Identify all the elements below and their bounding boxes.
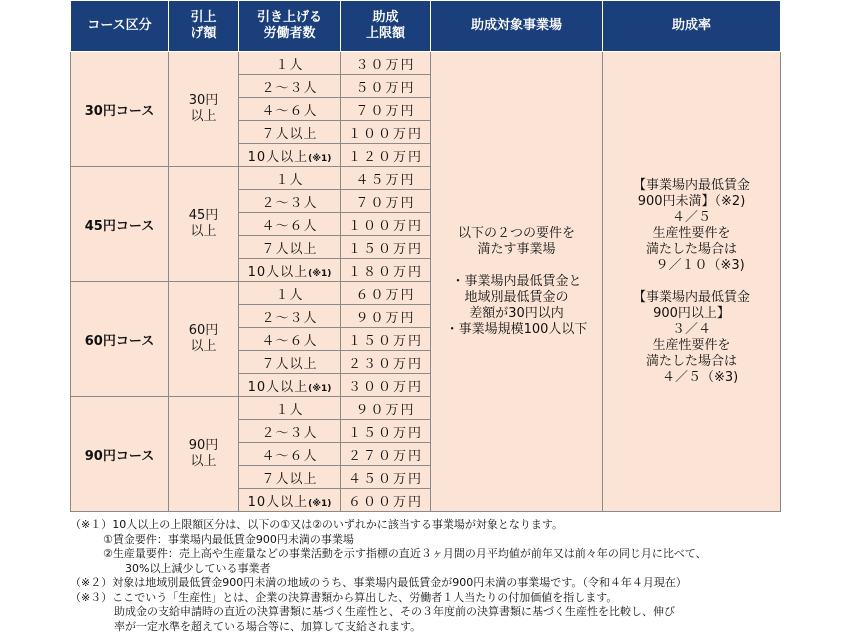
- footnote-line: （※２）対象は地域別最低賃金900円未満の地域のうち、事業場内最低賃金が900円未満の事業場です。（令和４年４月現在）: [70, 576, 687, 589]
- subsidy-cap: ５０万円: [341, 75, 431, 98]
- subsidy-cap: ９０万円: [341, 305, 431, 328]
- footnote-marker: (※1): [308, 383, 332, 394]
- worker-count: 10人以上(※1): [239, 489, 341, 512]
- target-line: 満たす事業場: [477, 241, 556, 257]
- footnotes: [70, 518, 830, 634]
- worker-count: １人: [239, 52, 341, 75]
- target-line: 以下の２つの要件を: [457, 225, 575, 241]
- subsidy-cap: ９０万円: [341, 397, 431, 420]
- footnote-line: ①賃金要件：事業場内最低賃金900円未満の事業場: [70, 532, 354, 546]
- subsidy-cap: １５０万円: [341, 328, 431, 351]
- subsidy-cap: ７０万円: [341, 98, 431, 121]
- worker-count: ７人以上: [239, 466, 341, 489]
- table-body: [71, 52, 781, 512]
- footnote-marker: (※1): [308, 153, 332, 164]
- rate-line: 900円以上】: [653, 305, 730, 321]
- worker-count: ７人以上: [239, 236, 341, 259]
- worker-count: ２～３人: [239, 75, 341, 98]
- subsidy-cap: ７０万円: [341, 190, 431, 213]
- rate-line: 生産性要件を: [652, 225, 731, 241]
- worker-count: 10人以上(※1): [239, 259, 341, 282]
- raise-amount: 45円 以上: [169, 167, 239, 282]
- subsidy-cap: １００万円: [341, 121, 431, 144]
- rate-line: ４／５（※3): [644, 369, 739, 385]
- header-target: 助成対象事業場: [431, 1, 603, 52]
- target-line: 地域別最低賃金の: [464, 289, 569, 305]
- footnote-line: 率が一定水準を超えている場合等に、加算して支給されます。: [70, 619, 422, 633]
- footnote-line: ②生産量要件：売上高や生産量などの事業活動を示す指標の直近３ヶ月間の月平均値が前年又は前々年の同じ月に比べて、: [70, 547, 707, 560]
- footnote-line: 助成金の支給申請時の直近の決算書類に基づく生産性と、その３年度前の決算書類に基づく生産性を比較し、伸び: [70, 605, 675, 618]
- subsidy-cap: ３０万円: [341, 52, 431, 75]
- subsidy-table: [70, 0, 781, 512]
- header-course: コース区分: [71, 1, 169, 52]
- header-rate: 助成率: [603, 1, 781, 52]
- worker-count: ７人以上: [239, 121, 341, 144]
- subsidy-rate: [603, 52, 781, 512]
- rate-line: ３／４: [671, 321, 711, 337]
- rate-line: 【事業場内最低賃金: [632, 177, 750, 193]
- subsidy-cap: ２７０万円: [341, 443, 431, 466]
- target-requirements: [431, 52, 603, 512]
- rate-line: 900円未満】（※2): [637, 193, 746, 209]
- header-cap: 助成 上限額: [341, 1, 431, 52]
- subsidy-cap: ４５０万円: [341, 466, 431, 489]
- rate-line: [603, 274, 780, 290]
- rate-line: ４／５: [671, 209, 711, 225]
- subsidy-cap: ３００万円: [341, 374, 431, 397]
- target-line: ・事業場内最低賃金と: [451, 273, 582, 289]
- worker-count: ４～６人: [239, 328, 341, 351]
- worker-count: ２～３人: [239, 190, 341, 213]
- worker-count: ２～３人: [239, 420, 341, 443]
- course-name: 90円コース: [71, 397, 169, 512]
- subsidy-cap: １５０万円: [341, 420, 431, 443]
- rate-line: ９／１０（※3): [638, 257, 745, 273]
- footnote-line: 30%以上減少している事業者: [70, 561, 271, 575]
- footnote-line: （※３）ここでいう「生産性」とは、企業の決算書類から算出した、労働者１人当たりの付加価値を指します。: [70, 590, 618, 604]
- rate-line: 満たした場合は: [645, 353, 737, 369]
- course-name: 30円コース: [71, 52, 169, 167]
- table-row: [71, 52, 781, 75]
- course-name: 45円コース: [71, 167, 169, 282]
- subsidy-cap: ６００万円: [341, 489, 431, 512]
- worker-count: ４～６人: [239, 98, 341, 121]
- subsidy-cap: ２３０万円: [341, 351, 431, 374]
- worker-count: １人: [239, 397, 341, 420]
- subsidy-cap: １８０万円: [341, 259, 431, 282]
- worker-count: ４～６人: [239, 213, 341, 236]
- footnote-marker: (※1): [308, 268, 332, 279]
- target-line: [431, 258, 602, 274]
- raise-amount: 60円 以上: [169, 282, 239, 397]
- footnote-line: （※１）10人以上の上限額区分は、以下の①又は②のいずれかに該当する事業場が対象となります。: [70, 518, 564, 531]
- worker-count: ２～３人: [239, 305, 341, 328]
- worker-count: １人: [239, 282, 341, 305]
- header-row: [71, 1, 781, 52]
- footnote-marker: (※1): [308, 498, 332, 509]
- worker-count: １人: [239, 167, 341, 190]
- target-line: ・事業場規模100人以下: [445, 321, 588, 337]
- worker-count: 10人以上(※1): [239, 144, 341, 167]
- target-line: 差額が30円以内: [469, 305, 564, 321]
- rate-line: 生産性要件を: [652, 337, 731, 353]
- rate-line: 【事業場内最低賃金: [632, 289, 750, 305]
- subsidy-cap: ６０万円: [341, 282, 431, 305]
- header-raise: 引上 げ額: [169, 1, 239, 52]
- worker-count: ４～６人: [239, 443, 341, 466]
- subsidy-cap: １５０万円: [341, 236, 431, 259]
- worker-count: 10人以上(※1): [239, 374, 341, 397]
- raise-amount: 90円 以上: [169, 397, 239, 512]
- worker-count: ７人以上: [239, 351, 341, 374]
- subsidy-cap: ４５万円: [341, 167, 431, 190]
- course-name: 60円コース: [71, 282, 169, 397]
- subsidy-table-container: [70, 0, 780, 512]
- rate-line: 満たした場合は: [645, 241, 737, 257]
- header-workers: 引き上げる 労働者数: [239, 1, 341, 52]
- raise-amount: 30円 以上: [169, 52, 239, 167]
- subsidy-cap: １００万円: [341, 213, 431, 236]
- subsidy-cap: １２０万円: [341, 144, 431, 167]
